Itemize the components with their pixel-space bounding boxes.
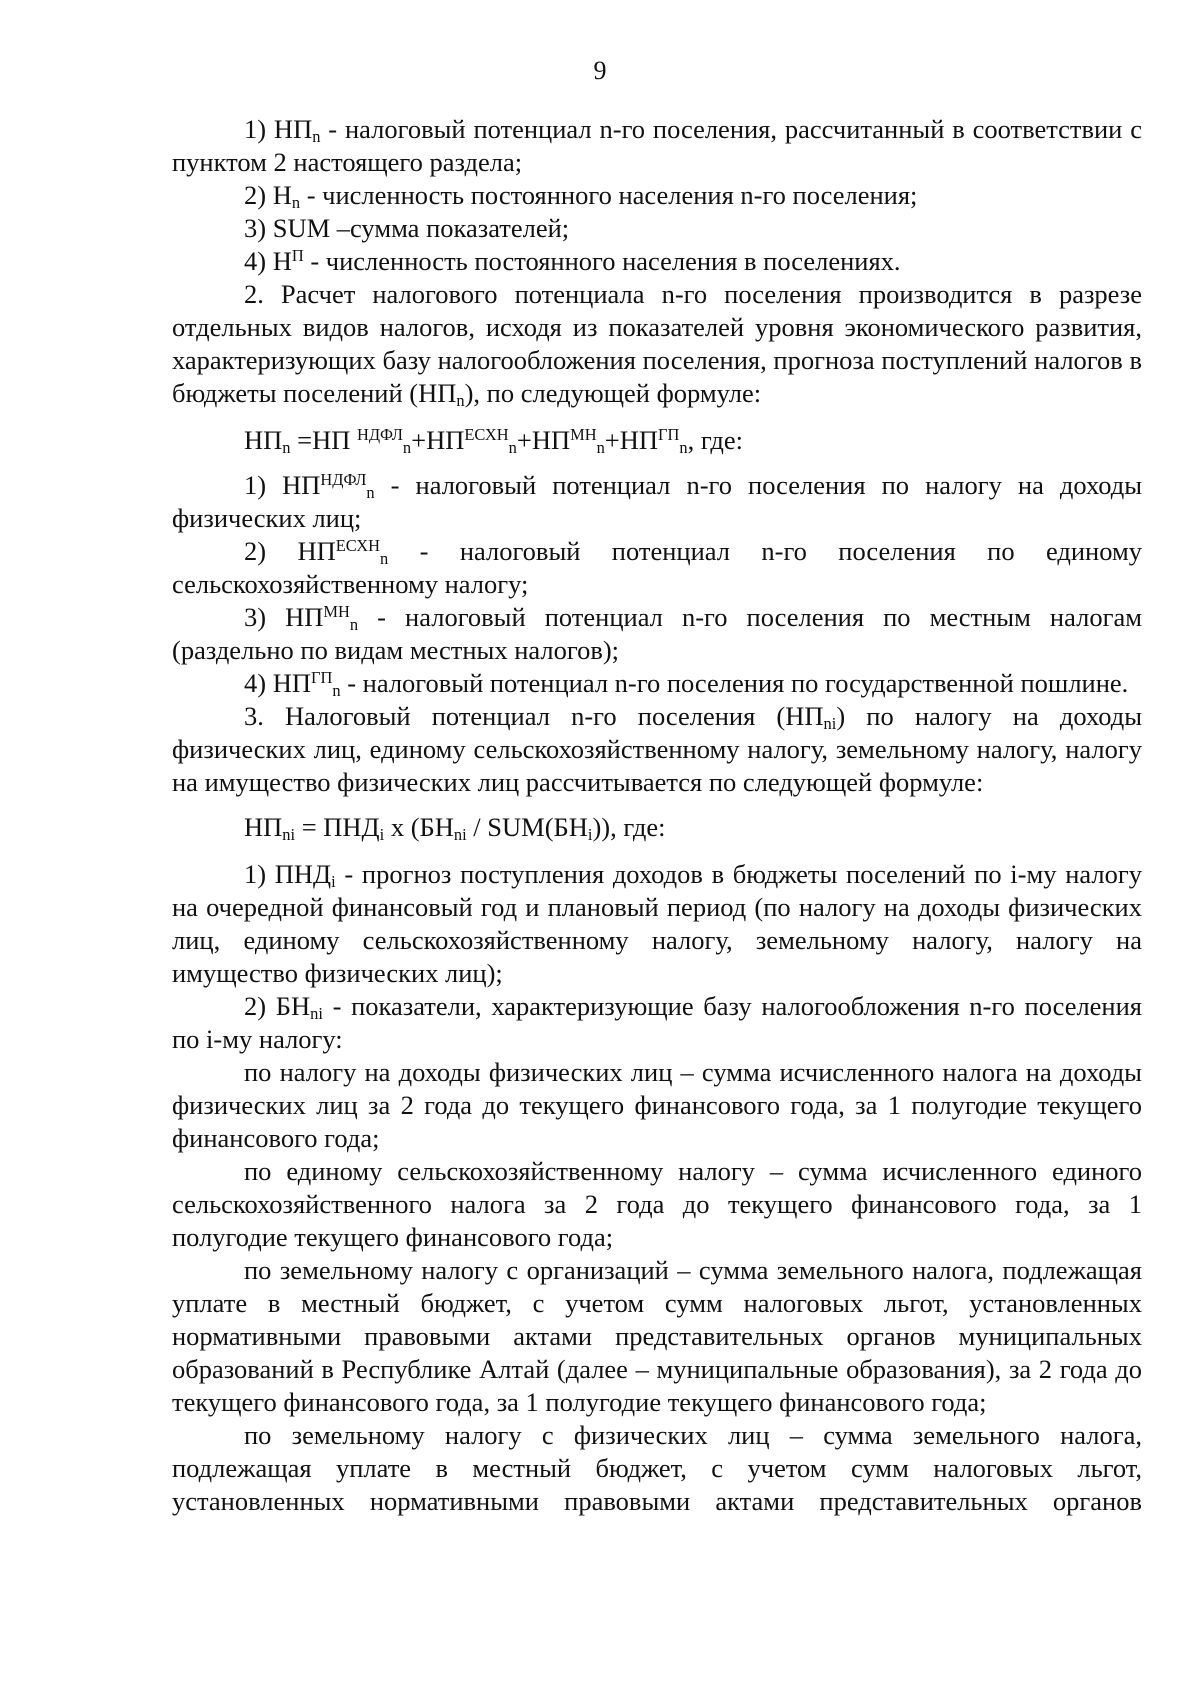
component-item: 2) $НП^{ЕСХН}_n$ - налоговый потенциал n-го поселения по единому сельскохозяйственному налогу; — [172, 535, 1142, 599]
component-item: 1) $НП^{НДФЛ}_n$ - налоговый потенциал n-го поселения по налогу на доходы физических лиц; — [172, 469, 1142, 533]
definition-item: 2) $Н_n$ - численность постоянного населения n-го поселения; — [244, 180, 918, 213]
tax-base-paragraph: по налогу на доходы физических лиц – сумма исчисленного налога на доходы физических лиц за 2 года до текущего финансового года, за 1 полугодие текущего финансового года; — [172, 1057, 1142, 1153]
document-body — [172, 113, 1142, 1518]
component-item: 3) $НП^{МН}_n$ - налоговый потенциал n-го поселения по местным налогам (раздельно по видам местных налогов); — [172, 601, 1142, 665]
section-2-paragraph: 2. Расчет налогового потенциала n-го поселения производится в разрезе отдельных видов налогов, исходя из показателей уровня экономического развития, характеризующих базу налогообложения поселения, прогноза поступлений налогов в бюджеты поселений $(НП_n)$, по следующей формуле: — [172, 279, 1142, 411]
tax-base-paragraph: по единому сельскохозяйственному налогу – сумма исчисленного единого сельскохозяйственного налога за 2 года до текущего финансового года, за 1 полугодие текущего финансового года; — [172, 1156, 1142, 1252]
formula-tax-potential-by-tax: $НП_{ni} = ПНД_i$ x $(БН_{ni} / SUM(БН_i))$, где: — [244, 812, 666, 845]
tax-base-paragraph: по земельному налогу с организаций – сумма земельного налога, подлежащая уплате в местный бюджет, с учетом сумм налоговых льгот, установленных нормативными правовыми актами представительных органов муниципальных образований в Республике Алтай (далее – муниципальные образования), за 2 года до текущего финансового года, за 1 полугодие текущего финансового года; — [172, 1255, 1142, 1417]
definition-item: 1) $ПНД_i$ - прогноз поступления доходов в бюджеты поселений по i-му налогу на очередной финансовый год и плановый период (по налогу на доходы физических лиц, единому сельскохозяйственному налогу, земельному налогу, налогу на имущество физических лиц); — [172, 859, 1142, 988]
definition-item: 3) SUM –сумма показателей; — [244, 213, 570, 243]
page-number: 9 — [593, 56, 607, 85]
definition-item: 4) $Н^П$ - численность постоянного населения в поселениях. — [244, 245, 901, 276]
tax-base-paragraph: по земельному налогу с физических лиц – сумма земельного налога, подлежащая уплате в местный бюджет, с учетом сумм налоговых льгот, установленных нормативными правовыми актами представительных органов — [172, 1420, 1142, 1516]
definition-item: 1) $НП_n$ - налоговый потенциал n-го поселения, рассчитанный в соответствии с пунктом 2 настоящего раздела; — [172, 114, 1142, 177]
component-item: 4) $НП^{ГП}_n$ - налоговый потенциал n-го поселения по государственной пошлине. — [244, 667, 1129, 701]
formula-tax-potential: $НП_n =НП$ $^{НДФЛ}_n+НП^{ЕСХН}_n+НП^{МН}_n+НП^{ГП}_n$, где: — [244, 424, 744, 458]
section-3-paragraph: 3. Налоговый потенциал n-го поселения $(НП_{ni})$ по налогу на доходы физических лиц, единому сельскохозяйственному налогу, земельному налогу, налогу на имущество физических лиц рассчитывается по следующей формуле: — [172, 701, 1142, 797]
definition-item: 2) $БН_{ni}$ - показатели, характеризующие базу налогообложения n-го поселения по i-му налогу: — [172, 991, 1142, 1054]
